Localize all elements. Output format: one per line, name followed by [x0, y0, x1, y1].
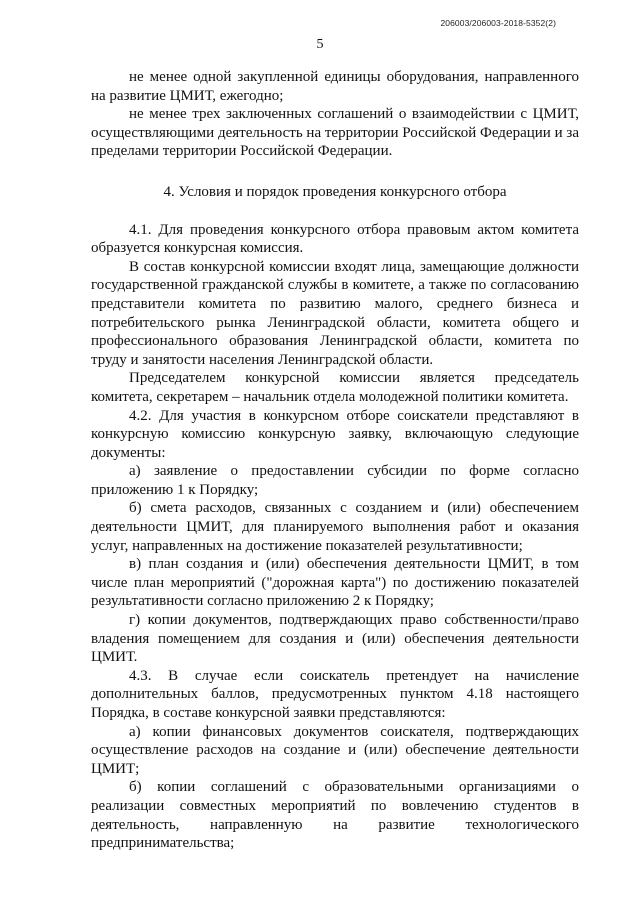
list-item-g: г) копии документов, подтверждающих право собственности/право владения помещением для создания и (или) обеспечения деятельности ЦМИТ.: [91, 612, 579, 666]
list-item-a-2: а) копии финансовых документов соискателя, подтверждающих осуществление расходов на создание и (или) обеспечение деятельности ЦМИТ;: [91, 723, 579, 777]
list-item-b: б) смета расходов, связанных с созданием и (или) обеспечением деятельности ЦМИТ, для планируемого выполнения работ и оказания услуг, направленных на достижение показателей результативности;: [91, 500, 579, 554]
list-item-b-2: б) копии соглашений с образовательными организациями о реализации совместных мероприятий по вовлечению студентов в деятельность, направленную на развитие технологического предпринимательства;: [91, 779, 579, 852]
intro-paragraph-2: не менее трех заключенных соглашений о взаимодействии с ЦМИТ, осуществляющими деятельность на территории Российской Федерации и за пределами территории Российской Федерации.: [91, 106, 579, 160]
intro-paragraph-1: не менее одной закупленной единицы оборудования, направленного на развитие ЦМИТ, ежегодно;: [91, 69, 579, 104]
paragraph-4-3: 4.3. В случае если соискатель претендует на начисление дополнительных баллов, предусмотренных пунктом 4.18 настоящего Порядка, в составе конкурсной заявки представляются:: [91, 667, 579, 721]
paragraph-commission-members: В состав конкурсной комиссии входят лица, замещающие должности государственной гражданской службы в комитете, а также по согласованию представители комитета по развитию малого, среднего бизнеса и потребительского рынка Ленинградской области, комитета общего и профессионального образования Ленинградской области, комитета по труду и занятости населения Ленинградской области.: [91, 258, 579, 368]
section-heading: 4. Условия и порядок проведения конкурсного отбора: [163, 183, 507, 200]
paragraph-commission-chair: Председателем конкурсной комиссии является председатель комитета, секретарем – начальник отдела молодежной политики комитета.: [91, 370, 579, 405]
page-number: 5: [316, 37, 324, 52]
document-body: [91, 68, 579, 853]
paragraph-4-2: 4.2. Для участия в конкурсном отборе соискатели представляют в конкурсную комиссию конкурсную заявку, включающую следующие документы:: [91, 407, 579, 461]
paragraph-4-1: 4.1. Для проведения конкурсного отбора правовым актом комитета образуется конкурсная комиссия.: [91, 221, 579, 257]
document-id: 206003/206003-2018-5352(2): [440, 18, 556, 28]
list-item-v: в) план создания и (или) обеспечения деятельности ЦМИТ, в том числе план мероприятий ("дорожная карта") по достижению показателей результативности согласно приложению 2 к Порядку;: [91, 556, 579, 610]
list-item-a: а) заявление о предоставлении субсидии по форме согласно приложению 1 к Порядку;: [91, 463, 579, 498]
